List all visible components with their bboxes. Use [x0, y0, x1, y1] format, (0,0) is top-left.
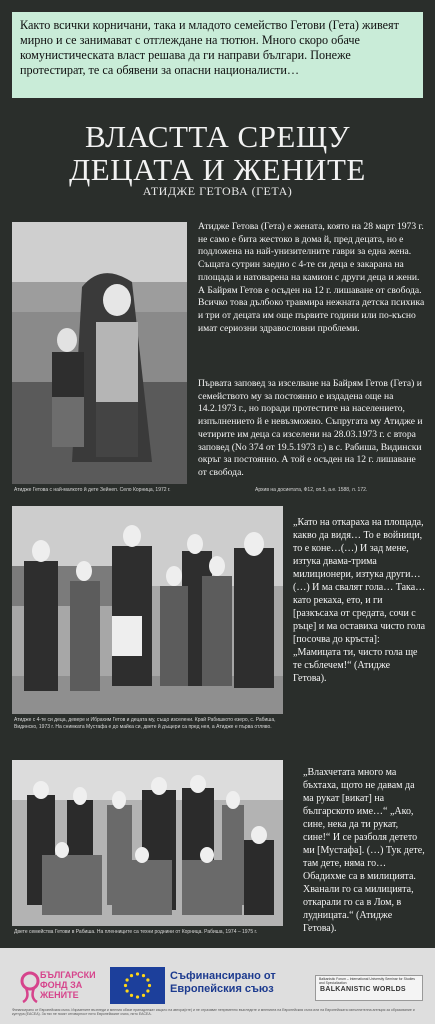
source-caption: Архив на досиетата, Ф12, оп.5, а.е. 1588, л. 172. [255, 487, 368, 493]
photo-family-lake-image [12, 506, 283, 714]
eu-flag-icon [110, 967, 165, 1004]
title-line-2: ДЕЦАТА И ЖЕНИТЕ [69, 152, 366, 187]
photo-two-families-image [12, 760, 283, 926]
photo-mother-child [12, 222, 187, 484]
page-title [0, 120, 435, 186]
photo3-caption: Двете семейства Гетови в Рабиша. На пленниците са техни роднини от Корница. Рабиша, 1974 – 1975 г. [14, 929, 258, 935]
page-subtitle: АТИДЖЕ ГЕТОВА (ГЕТА) [142, 184, 293, 198]
photo-mother-child-image [12, 222, 187, 484]
photo-family-lake [12, 506, 283, 714]
eu-cofunded-text: Съфинансирано от Европейския съюз [170, 970, 276, 995]
photo-two-families [12, 760, 283, 926]
quote-2: „Влахчетата много ма бъхтаха, щото не давам да ма рукат [викат] на българското име…“ „Ако, сине, нека да ти рукат, сине!“ И се разболя детето ми [Мустафа]. (…) Тук дете, там дете, няма го… Обадихме са в милицията. Хванали го са милицията, откарали го са в Лом, в лудницата.“ (Атидже Гетова). [303, 767, 425, 934]
title-line-1: ВЛАСТТА СРЕЩУ [84, 119, 351, 154]
balkanistic-worlds-logo [315, 975, 423, 1001]
eu-disclaimer: Финансирано от Европейския съюз. Изразените възгледи и мнения обаче принадлежат изцяло на автора(ите) и не отразяват непременно възгледите и мненията на Европейския съюз или на Европейската изпълнителна агенция за образование и култура (EACEA). За тях не носят отговорност нито Европейският съюз, нито EACEA. [12, 1008, 415, 1017]
balkanistic-forum-text: Balkanistic Forum – International University Seminar for Studies and Specialization [319, 977, 415, 985]
paragraph-1: Атидже Гетова (Гета) е жената, която на 28 март 1973 г. не само е бита жестоко в дома й, пред децата, но е подложена на най-унизителните гаври за една жена. Същата сутрин заедно с 4-те си деца е закарана на площада и натоварена на камион с други деца и жени. А Байрям Гетов е осъден на 12 г. лишаване от свобода. Всичко това дълбоко травмира нежната детска психика и три от децата им още първите години или по-късно имат сериозни здравословни проблеми. [198, 221, 425, 334]
photo2-caption: Атидже с 4-те си деца, девере и Ибрахим Гетов и децата му, също изселени. Край Рабишкото езеро, с. Рабиша, Видинско, 1973 г. На снимката Мустафа е до майка си, двете й дъщери са пред нея, а Атидже е първа отляво. [14, 717, 276, 730]
paragraph-2: Първата заповед за изселване на Байрям Гетов (Гета) и семейството му за постоянно е издадена още на 14.2.1973 г., но поради протестите на населението, изпълнението й е невъзможно. Съпругата му Атидже и четирите им деца са изселени на 28.03.1973 г. с втора заповед (No 374 от 19.5.1973 г.) в с. Рабиша, Видински окръг за постоянно. А той е осъден на 12 г. лишаване от свобода. [198, 378, 423, 478]
photo1-caption: Атидже Гетова с най-малкото й дете Зейнеп. Село Корница, 1972 г. [14, 487, 171, 493]
intro-box: Както всички корничани, така и младото семейство Гетови (Гета) живеят мирно и се занимават с отглеждане на тютюн. Много скоро обаче комунистическата власт решава да ги направи българи. Понеже протестират, те са обявени за опасни националисти… [12, 12, 423, 98]
womens-fund-name: БЪЛГАРСКИ ФОНД ЗА ЖЕНИТЕ [40, 970, 96, 1000]
balkanistic-worlds-text: BALKANISTIC WORLDS [320, 986, 406, 993]
quote-1: „Като на откараха на площада, какво да видя… То е войници, то е коне…(…) И зад мене, изтука двама-трима милиционери, изтука други… (…) И ма свалят гола… Така… като рекаха, ето, и ги [разкъсаха от средата, сочи с ръце] и ма оставиха чисто гола [посочва до кръста]: „Мамицата ти, чисто гола ще те съблечем!“ (Атидже Гетова). [293, 517, 426, 684]
